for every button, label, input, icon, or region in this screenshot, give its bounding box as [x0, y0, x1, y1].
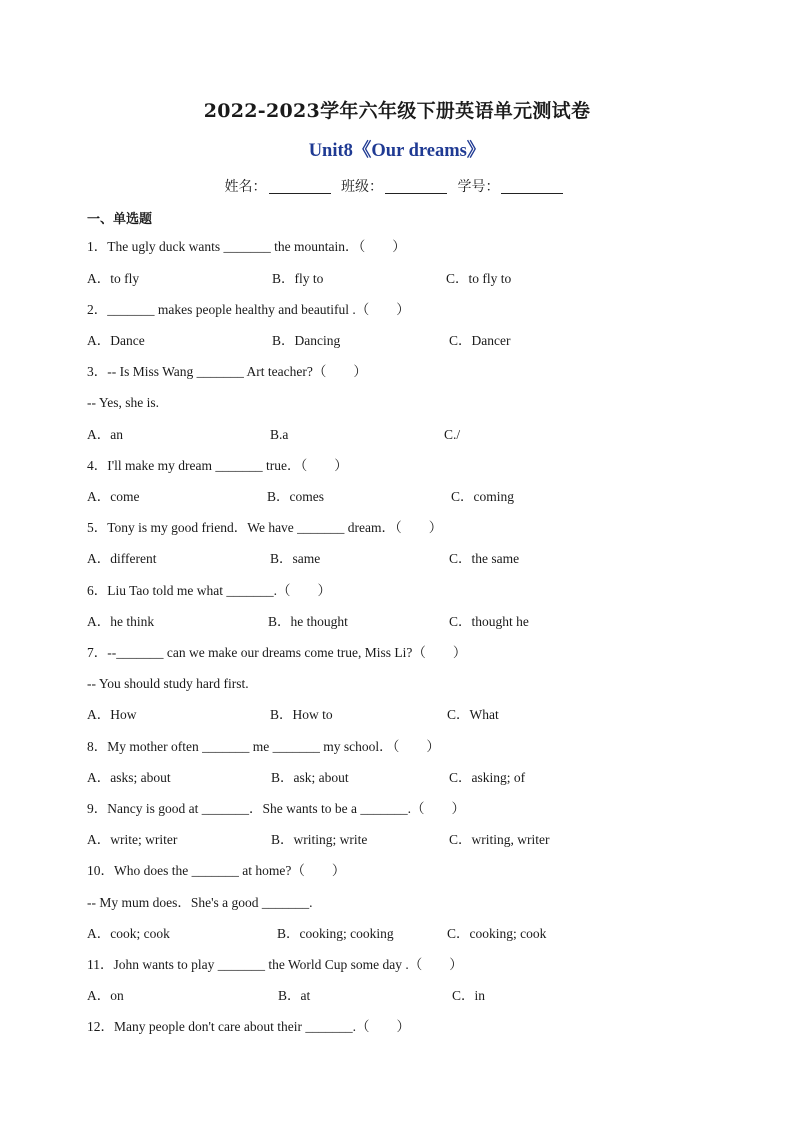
- question-8: 8．My mother often _______ me _______ my school．（ ）: [87, 739, 440, 754]
- question-4: 4．I'll make my dream _______ true．（ ）: [87, 458, 348, 473]
- q10-option-b: B．cooking; cooking: [277, 926, 394, 941]
- q6-option-b: B．he thought: [268, 614, 348, 629]
- q1-option-b: B．fly to: [272, 271, 324, 286]
- q2-option-b: B．Dancing: [272, 333, 341, 348]
- question-12: 12．Many people don't care about their _______.（ ）: [87, 1019, 410, 1034]
- id-label: 学号：: [457, 179, 500, 195]
- student-info-row: [0, 176, 794, 196]
- q7-option-b: B．How to: [270, 707, 333, 722]
- q11-option-a: A．on: [87, 988, 124, 1003]
- q6-option-c: C．thought he: [449, 614, 529, 629]
- unit-subtitle: Unit8《Our dreams》: [308, 141, 486, 161]
- question-7-reply: -- You should study hard first.: [87, 676, 249, 691]
- name-blank: [269, 179, 331, 194]
- question-10: 10．Who does the _______ at home?（ ）: [87, 863, 346, 878]
- q5-option-b: B．same: [270, 551, 321, 566]
- question-5: 5．Tony is my good friend．We have _______ dream．（ ）: [87, 520, 443, 535]
- q4-option-a: A．come: [87, 489, 140, 504]
- q11-option-c: C．in: [452, 988, 486, 1003]
- question-7: 7．--_______ can we make our dreams come true, Miss Li?（ ）: [87, 645, 467, 660]
- q9-option-b: B．writing; write: [271, 832, 368, 847]
- q3-option-b: B.a: [270, 427, 289, 442]
- q8-option-b: B．ask; about: [271, 770, 349, 785]
- question-10-reply: -- My mum does．She's a good _______.: [87, 895, 313, 910]
- class-label: 班级：: [341, 179, 383, 195]
- q8-option-a: A．asks; about: [87, 770, 171, 785]
- q1-option-c: C．to fly to: [446, 271, 512, 286]
- question-3: 3．-- Is Miss Wang _______ Art teacher?（ ）: [87, 364, 367, 379]
- name-label: 姓名：: [224, 179, 267, 195]
- q8-option-c: C．asking; of: [449, 770, 526, 785]
- q1-option-a: A．to fly: [87, 271, 140, 286]
- q4-option-b: B．comes: [267, 489, 324, 504]
- q10-option-a: A．cook; cook: [87, 926, 170, 941]
- q2-option-c: C．Dancer: [449, 333, 511, 348]
- q4-option-c: C．coming: [451, 489, 514, 504]
- q11-option-b: B．at: [278, 988, 311, 1003]
- question-9: 9．Nancy is good at _______．She wants to be a _______.（ ）: [87, 801, 465, 816]
- section-title: 一、单选题: [87, 212, 153, 227]
- q7-option-a: A．How: [87, 707, 137, 722]
- q7-option-c: C．What: [447, 707, 499, 722]
- q3-option-c: C./: [444, 427, 461, 442]
- q10-option-c: C．cooking; cook: [447, 926, 547, 941]
- question-1: 1．The ugly duck wants _______ the mountain．（ ）: [87, 239, 406, 254]
- q3-option-a: A．an: [87, 427, 123, 442]
- question-11: 11．John wants to play _______ the World Cup some day .（ ）: [87, 957, 463, 972]
- question-6: 6．Liu Tao told me what _______.（ ）: [87, 583, 332, 598]
- q9-option-c: C．writing, writer: [449, 832, 550, 847]
- class-blank: [385, 179, 447, 194]
- page-title: 2022-2023学年六年级下册英语单元测试卷: [203, 100, 591, 122]
- q5-option-c: C．the same: [449, 551, 520, 566]
- id-blank: [501, 179, 563, 194]
- q9-option-a: A．write; writer: [87, 832, 178, 847]
- question-2: 2．_______ makes people healthy and beautiful .（ ）: [87, 302, 410, 317]
- q2-option-a: A．Dance: [87, 333, 145, 348]
- q5-option-a: A．different: [87, 551, 157, 566]
- question-3-reply: -- Yes, she is.: [87, 395, 160, 410]
- q6-option-a: A．he think: [87, 614, 155, 629]
